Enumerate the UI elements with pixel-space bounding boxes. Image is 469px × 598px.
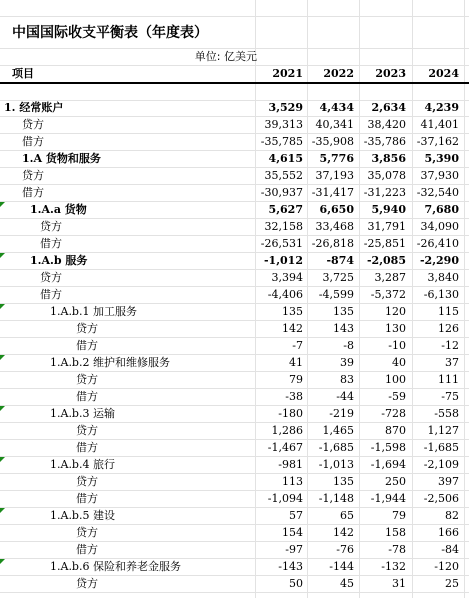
value-cell-2023: -1,598: [370, 441, 406, 454]
value-cell-2022: -144: [329, 560, 354, 573]
header-row[interactable]: [0, 66, 469, 83]
table-row[interactable]: [0, 576, 469, 593]
row-label: 贷方: [22, 118, 44, 131]
value-cell-2022: 45: [340, 577, 354, 590]
value-cell-2023: -1,944: [370, 492, 406, 505]
value-cell-2021: 50: [289, 577, 303, 590]
value-cell-2024: -37,162: [416, 135, 459, 148]
value-cell-2021: 1,286: [271, 424, 303, 437]
value-cell-2021: 3,394: [271, 271, 303, 284]
table-row[interactable]: [0, 270, 469, 287]
empty-row[interactable]: [0, 0, 469, 17]
row-label: 借方: [76, 390, 98, 403]
value-cell-2022: 39: [340, 356, 354, 369]
value-cell-2022: -31,417: [311, 186, 354, 199]
table-row[interactable]: [0, 151, 469, 168]
value-cell-2024: 111: [438, 373, 459, 386]
value-cell-2021: 135: [282, 305, 303, 318]
row-label: 贷方: [76, 577, 98, 590]
row-label: 贷方: [76, 424, 98, 437]
value-cell-2021: -981: [278, 458, 303, 471]
value-cell-2022: 135: [333, 475, 354, 488]
row-label: 1.A.a 货物: [30, 203, 87, 216]
table-row[interactable]: [0, 202, 469, 219]
table-row[interactable]: [0, 389, 469, 406]
value-cell-2024: 115: [438, 305, 459, 318]
row-label: 贷方: [76, 526, 98, 539]
value-cell-2023: -2,085: [366, 254, 406, 267]
value-cell-2024: 41,401: [420, 118, 459, 131]
value-cell-2022: 33,468: [315, 220, 354, 233]
table-row[interactable]: [0, 100, 469, 117]
value-cell-2023: -78: [388, 543, 406, 556]
value-cell-2023: -59: [388, 390, 406, 403]
value-cell-2024: 82: [445, 509, 459, 522]
row-label: 1.A.b.4 旅行: [50, 458, 115, 471]
value-cell-2021: -97: [285, 543, 303, 556]
value-cell-2024: -2,506: [423, 492, 459, 505]
value-cell-2022: 3,725: [322, 271, 354, 284]
table-title: 中国国际收支平衡表（年度表）: [12, 25, 208, 41]
value-cell-2022: -76: [336, 543, 354, 556]
value-cell-2021: -4,406: [267, 288, 303, 301]
value-cell-2024: 1,127: [427, 424, 459, 437]
value-cell-2024: -558: [434, 407, 459, 420]
value-cell-2022: 4,434: [319, 101, 354, 114]
value-cell-2022: 40,341: [315, 118, 354, 131]
value-cell-2021: -143: [278, 560, 303, 573]
row-label: 贷方: [22, 169, 44, 182]
row-label: 借方: [40, 237, 62, 250]
value-cell-2022: 37,193: [315, 169, 354, 182]
table-row[interactable]: [0, 304, 469, 321]
value-cell-2024: 3,840: [427, 271, 459, 284]
value-cell-2024: 37,930: [420, 169, 459, 182]
row-label: 贷方: [40, 271, 62, 284]
value-cell-2024: -120: [434, 560, 459, 573]
table-row[interactable]: [0, 457, 469, 474]
value-cell-2023: 40: [392, 356, 406, 369]
row-label: 贷方: [40, 220, 62, 233]
row-label: 1.A.b.2 维护和维修服务: [50, 356, 170, 369]
value-cell-2021: -38: [285, 390, 303, 403]
value-cell-2024: 166: [438, 526, 459, 539]
value-cell-2022: -35,908: [311, 135, 354, 148]
header-year-2022: 2022: [323, 67, 354, 80]
value-cell-2024: 5,390: [424, 152, 459, 165]
header-year-2024: 2024: [428, 67, 459, 80]
table-row[interactable]: [0, 372, 469, 389]
value-cell-2021: -26,531: [260, 237, 303, 250]
value-cell-2021: -35,785: [260, 135, 303, 148]
value-cell-2022: -8: [343, 339, 354, 352]
row-label: 借方: [76, 441, 98, 454]
value-cell-2023: 100: [385, 373, 406, 386]
value-cell-2021: 154: [282, 526, 303, 539]
table-row[interactable]: [0, 321, 469, 338]
value-cell-2024: -75: [441, 390, 459, 403]
cell-marker-icon: [0, 253, 5, 258]
value-cell-2023: -132: [381, 560, 406, 573]
table-row[interactable]: [0, 406, 469, 423]
value-cell-2023: -1,694: [370, 458, 406, 471]
value-cell-2022: 65: [340, 509, 354, 522]
row-label: 1.A.b 服务: [30, 254, 88, 267]
table-row[interactable]: [0, 542, 469, 559]
value-cell-2021: 79: [289, 373, 303, 386]
value-cell-2023: 870: [385, 424, 406, 437]
table-row[interactable]: [0, 134, 469, 151]
value-cell-2023: 38,420: [367, 118, 406, 131]
value-cell-2023: 250: [385, 475, 406, 488]
empty-row[interactable]: [0, 84, 469, 101]
row-label: 1. 经常账户: [4, 101, 64, 114]
table-row[interactable]: [0, 491, 469, 508]
value-cell-2023: -728: [381, 407, 406, 420]
value-cell-2021: 3,529: [268, 101, 303, 114]
value-cell-2022: -44: [336, 390, 354, 403]
value-cell-2024: 37: [445, 356, 459, 369]
cell-marker-icon: [0, 457, 5, 462]
value-cell-2021: 4,615: [268, 152, 303, 165]
value-cell-2021: -7: [292, 339, 303, 352]
value-cell-2023: 2,634: [371, 101, 406, 114]
table-row[interactable]: [0, 423, 469, 440]
row-label: 借方: [76, 543, 98, 556]
value-cell-2021: 32,158: [264, 220, 303, 233]
cell-marker-icon: [0, 508, 5, 513]
row-label: 借方: [22, 186, 44, 199]
value-cell-2023: -5,372: [370, 288, 406, 301]
row-label: 1.A.b.3 运输: [50, 407, 115, 420]
value-cell-2024: -2,109: [423, 458, 459, 471]
value-cell-2024: -32,540: [416, 186, 459, 199]
row-label: 1.A.b.5 建设: [50, 509, 115, 522]
cell-marker-icon: [0, 406, 5, 411]
value-cell-2024: 397: [438, 475, 459, 488]
value-cell-2023: 130: [385, 322, 406, 335]
row-label: 1.A.b.6 保险和养老金服务: [50, 560, 181, 573]
value-cell-2024: 25: [445, 577, 459, 590]
table-row[interactable]: [0, 508, 469, 525]
value-cell-2022: 1,465: [322, 424, 354, 437]
value-cell-2021: 35,552: [264, 169, 303, 182]
value-cell-2022: 5,776: [319, 152, 354, 165]
value-cell-2022: -874: [326, 254, 354, 267]
value-cell-2023: 3,856: [371, 152, 406, 165]
value-cell-2021: -1,012: [263, 254, 303, 267]
cell-marker-icon: [0, 304, 5, 309]
unit-label: 单位: 亿美元: [194, 50, 257, 63]
value-cell-2021: 5,627: [268, 203, 303, 216]
value-cell-2022: -1,685: [318, 441, 354, 454]
value-cell-2022: 143: [333, 322, 354, 335]
value-cell-2023: 158: [385, 526, 406, 539]
table-row[interactable]: [0, 287, 469, 304]
value-cell-2023: 5,940: [371, 203, 406, 216]
value-cell-2023: -35,786: [363, 135, 406, 148]
row-label: 1.A.b.1 加工服务: [50, 305, 137, 318]
value-cell-2024: 7,680: [424, 203, 459, 216]
value-cell-2022: -1,013: [318, 458, 354, 471]
value-cell-2022: -4,599: [318, 288, 354, 301]
unit-row[interactable]: [0, 49, 469, 66]
row-label: 贷方: [76, 322, 98, 335]
table-row[interactable]: [0, 168, 469, 185]
value-cell-2024: -1,685: [423, 441, 459, 454]
value-cell-2024: 34,090: [420, 220, 459, 233]
value-cell-2021: -1,094: [267, 492, 303, 505]
value-cell-2023: 35,078: [367, 169, 406, 182]
value-cell-2021: 57: [289, 509, 303, 522]
table-row[interactable]: [0, 525, 469, 542]
table-row[interactable]: [0, 559, 469, 576]
table-row[interactable]: [0, 355, 469, 372]
header-item: 项目: [12, 67, 34, 80]
value-cell-2022: -219: [329, 407, 354, 420]
table-row[interactable]: [0, 236, 469, 253]
row-label: 贷方: [76, 373, 98, 386]
value-cell-2024: -84: [441, 543, 459, 556]
row-label: 贷方: [76, 475, 98, 488]
value-cell-2023: -25,851: [363, 237, 406, 250]
value-cell-2021: 113: [282, 475, 303, 488]
row-label: 1.A 货物和服务: [22, 152, 101, 165]
value-cell-2023: 3,287: [374, 271, 406, 284]
cell-marker-icon: [0, 559, 5, 564]
value-cell-2022: 83: [340, 373, 354, 386]
table-row[interactable]: [0, 117, 469, 134]
value-cell-2022: 6,650: [319, 203, 354, 216]
row-label: 借方: [76, 339, 98, 352]
value-cell-2022: -1,148: [318, 492, 354, 505]
value-cell-2022: 142: [333, 526, 354, 539]
value-cell-2023: -31,223: [363, 186, 406, 199]
value-cell-2021: 41: [289, 356, 303, 369]
value-cell-2022: 135: [333, 305, 354, 318]
cell-marker-icon: [0, 355, 5, 360]
value-cell-2021: -180: [278, 407, 303, 420]
value-cell-2023: -10: [388, 339, 406, 352]
value-cell-2024: 4,239: [424, 101, 459, 114]
value-cell-2023: 31,791: [367, 220, 406, 233]
table-row[interactable]: [0, 219, 469, 236]
value-cell-2024: -26,410: [416, 237, 459, 250]
value-cell-2023: 120: [385, 305, 406, 318]
table-row[interactable]: [0, 185, 469, 202]
value-cell-2021: -1,467: [267, 441, 303, 454]
value-cell-2022: -26,818: [311, 237, 354, 250]
cell-marker-icon: [0, 202, 5, 207]
value-cell-2024: 126: [438, 322, 459, 335]
value-cell-2024: -12: [441, 339, 459, 352]
value-cell-2021: 142: [282, 322, 303, 335]
table-row[interactable]: [0, 474, 469, 491]
value-cell-2023: 31: [392, 577, 406, 590]
value-cell-2024: -2,290: [419, 254, 459, 267]
header-year-2023: 2023: [375, 67, 406, 80]
row-label: 借方: [40, 288, 62, 301]
row-label: 借方: [76, 492, 98, 505]
row-label: 借方: [22, 135, 44, 148]
header-year-2021: 2021: [272, 67, 303, 80]
value-cell-2021: -30,937: [260, 186, 303, 199]
value-cell-2024: -6,130: [423, 288, 459, 301]
title-row[interactable]: [0, 17, 469, 49]
table-row[interactable]: [0, 338, 469, 355]
table-row[interactable]: [0, 440, 469, 457]
value-cell-2021: 39,313: [264, 118, 303, 131]
value-cell-2023: 79: [392, 509, 406, 522]
table-row[interactable]: [0, 253, 469, 270]
